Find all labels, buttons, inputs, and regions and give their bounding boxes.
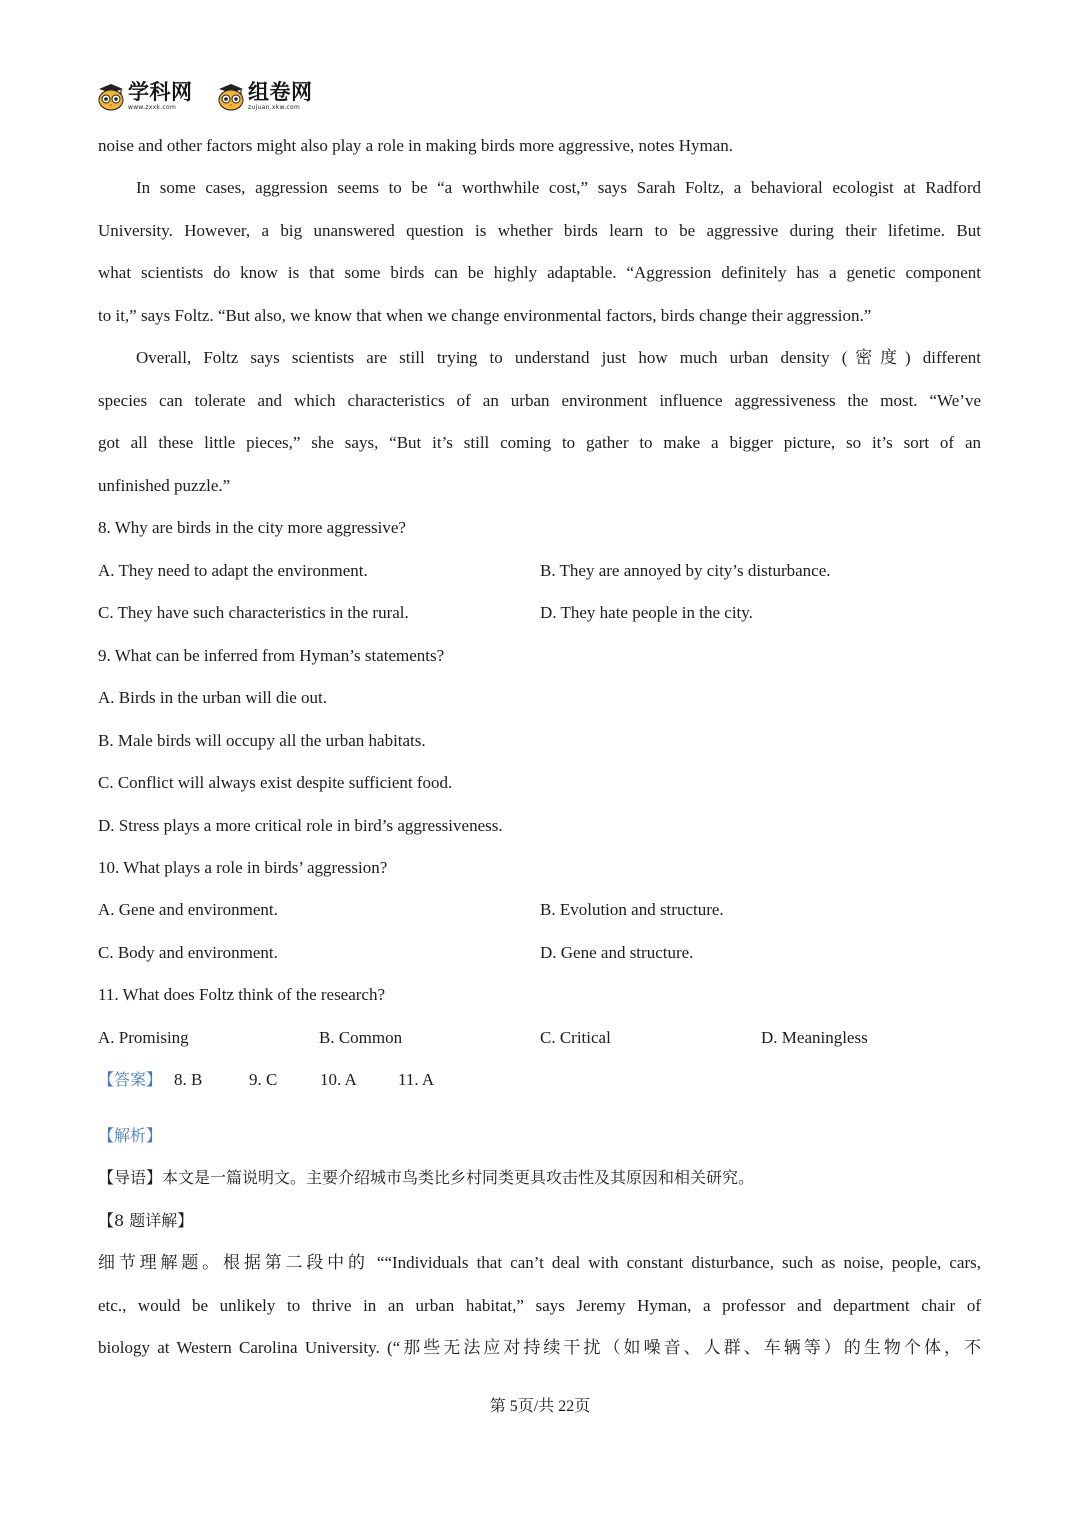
passage-line: University. However, a big unanswered question is whether birds learn to be aggressive during their lifetime. But — [98, 221, 981, 240]
question-11-option-a: A. Promising — [98, 1028, 189, 1047]
question-9-option-a: A. Birds in the urban will die out. — [98, 688, 328, 707]
passage-line: In some cases, aggression seems to be “a worthwhile cost,” says Sarah Foltz, a behavioral ecologist at Radford — [136, 178, 981, 197]
passage-line: got all these little pieces,” she says, “But it’s still coming to gather to make a bigger picture, so it’s sort of an — [98, 433, 981, 452]
answer-9: 9. C — [249, 1070, 278, 1089]
zxxk-logo-url: www.zxxk.com — [128, 104, 177, 111]
question-9-stem: 9. What can be inferred from Hyman’s statements? — [98, 646, 445, 665]
question-11-option-d: D. Meaningless — [761, 1028, 868, 1047]
answer-tag: 【答案】 — [98, 1070, 163, 1089]
page-number: 第 5页/共 22页 — [489, 1398, 591, 1415]
question-8-option-d: D. They hate people in the city. — [540, 603, 753, 622]
passage-line: to it,” says Foltz. “But also, we know that when we change environmental factors, birds change their aggression.” — [98, 306, 872, 325]
answer-10: 10. A — [320, 1070, 357, 1089]
zxxk-logo — [97, 80, 193, 116]
question-8-option-a: A. They need to adapt the environment. — [98, 561, 368, 580]
question-10-option-d: D. Gene and structure. — [540, 943, 694, 962]
question-9-option-c: C. Conflict will always exist despite sufficient food. — [98, 773, 453, 792]
question-10-option-a: A. Gene and environment. — [98, 900, 278, 919]
question-11-option-b: B. Common — [319, 1028, 403, 1047]
question-8-stem: 8. Why are birds in the city more aggressive? — [98, 518, 406, 537]
answer-11: 11. A — [398, 1070, 435, 1089]
question-10-option-b: B. Evolution and structure. — [540, 900, 724, 919]
zujuan-logo-url: zujuan.xkw.com — [248, 104, 301, 111]
analysis-tag: 【解析】 — [98, 1126, 163, 1145]
question-11-option-c: C. Critical — [540, 1028, 611, 1047]
analysis-detail-line: etc., would be unlikely to thrive in an urban habitat,” says Jeremy Hyman, a professor and department chair of — [98, 1296, 981, 1315]
passage-line: what scientists do know is that some birds can be highly adaptable. “Aggression definitely has a genetic component — [98, 263, 981, 282]
passage-line: unfinished puzzle.” — [98, 476, 231, 495]
question-8-option-c: C. They have such characteristics in the rural. — [98, 603, 409, 622]
question-9-option-d: D. Stress plays a more critical role in bird’s aggressiveness. — [98, 816, 503, 835]
question-8-analysis-heading: 【8 题详解】 — [98, 1211, 194, 1230]
question-10-option-c: C. Body and environment. — [98, 943, 278, 962]
zujuan-logo — [217, 80, 313, 116]
question-11-stem: 11. What does Foltz think of the research? — [98, 985, 386, 1004]
owl-mascot-icon — [217, 83, 245, 111]
zxxk-logo-name: 学科网 — [128, 80, 193, 104]
answer-8: 8. B — [174, 1070, 203, 1089]
passage-line: noise and other factors might also play a role in making birds more aggressive, notes Hyman. — [98, 136, 733, 155]
analysis-detail-line: biology at Western Carolina University. (“那些无法应对持续干扰（如噪音、人群、车辆等）的生物个体，不 — [98, 1338, 981, 1357]
question-9-option-b: B. Male birds will occupy all the urban habitats. — [98, 731, 426, 750]
question-8-option-b: B. They are annoyed by city’s disturbance. — [540, 561, 831, 580]
analysis-detail-line: 细节理解题。根据第二段中的 ““Individuals that can’t deal with constant disturbance, such as noise, people, cars, — [98, 1253, 981, 1272]
zujuan-logo-name: 组卷网 — [248, 80, 313, 104]
question-10-stem: 10. What plays a role in birds’ aggression? — [98, 858, 388, 877]
owl-mascot-icon — [97, 83, 125, 111]
passage-line: Overall, Foltz says scientists are still trying to understand just how much urban density (密度) different — [136, 348, 981, 367]
analysis-intro: 【导语】本文是一篇说明文。主要介绍城市鸟类比乡村同类更具攻击性及其原因和相关研究。 — [98, 1168, 755, 1187]
passage-line: species can tolerate and which characteristics of an urban environment influence aggressiveness the most. “We’ve — [98, 391, 981, 410]
